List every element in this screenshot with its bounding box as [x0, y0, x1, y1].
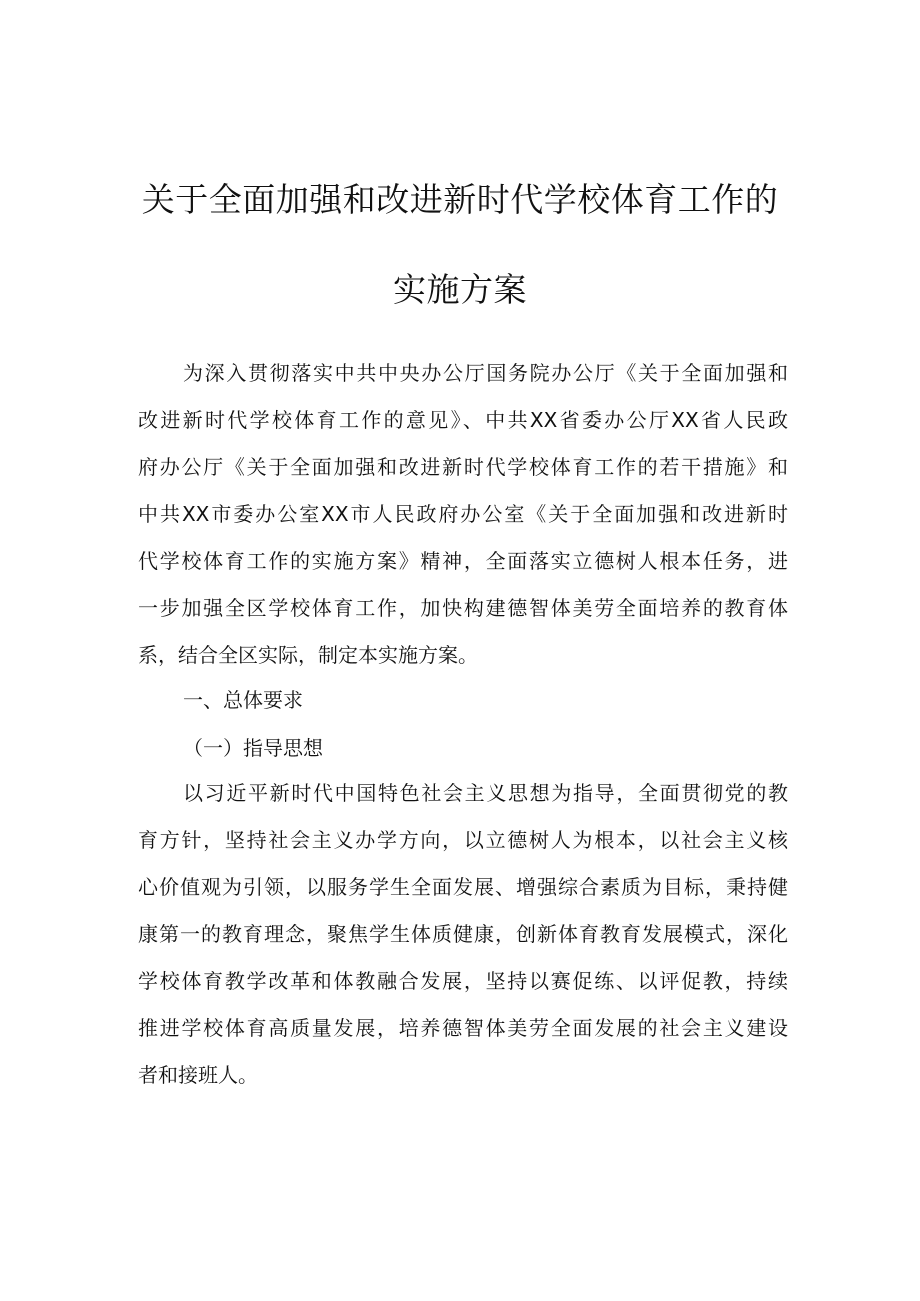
paragraph-line: 心价值观为引领，以服务学生全面发展、增强综合素质为目标，秉持健	[138, 875, 788, 899]
paragraph-line: 以习近平新时代中国特色社会主义思想为指导，全面贯彻党的教	[183, 781, 788, 805]
paragraph-line: 代学校体育工作的实施方案》精神，全面落实立德树人根本任务，进	[138, 549, 788, 573]
paragraph-line: 学校体育教学改革和体教融合发展，坚持以赛促练、以评促教，持续	[138, 969, 788, 993]
paragraph-line: 中共XX市委办公室XX市人民政府办公室《关于全面加强和改进新时	[138, 502, 788, 526]
paragraph-line: 系，结合全区实际，制定本实施方案。	[138, 643, 478, 667]
paragraph-line: 育方针，坚持社会主义办学方向，以立德树人为根本，以社会主义核	[138, 828, 788, 852]
document-title-line-1: 关于全面加强和改进新时代学校体育工作的	[141, 180, 779, 219]
document-title-line-2: 实施方案	[393, 270, 527, 309]
paragraph-line: 为深入贯彻落实中共中央办公厅国务院办公厅《关于全面加强和	[183, 361, 788, 385]
section-heading: 一、总体要求	[183, 688, 303, 712]
paragraph-line: 改进新时代学校体育工作的意见》、中共XX省委办公厅XX省人民政	[138, 408, 788, 432]
paragraph-line: 府办公厅《关于全面加强和改进新时代学校体育工作的若干措施》和	[138, 455, 788, 479]
paragraph-line: 一步加强全区学校体育工作，加快构建德智体美劳全面培养的教育体	[138, 596, 788, 620]
subsection-heading: （一）指导思想	[183, 736, 323, 760]
paragraph-line: 者和接班人。	[138, 1063, 258, 1087]
paragraph-line: 推进学校体育高质量发展，培养德智体美劳全面发展的社会主义建设	[138, 1016, 788, 1040]
paragraph-line: 康第一的教育理念，聚焦学生体质健康，创新体育教育发展模式，深化	[138, 922, 788, 946]
